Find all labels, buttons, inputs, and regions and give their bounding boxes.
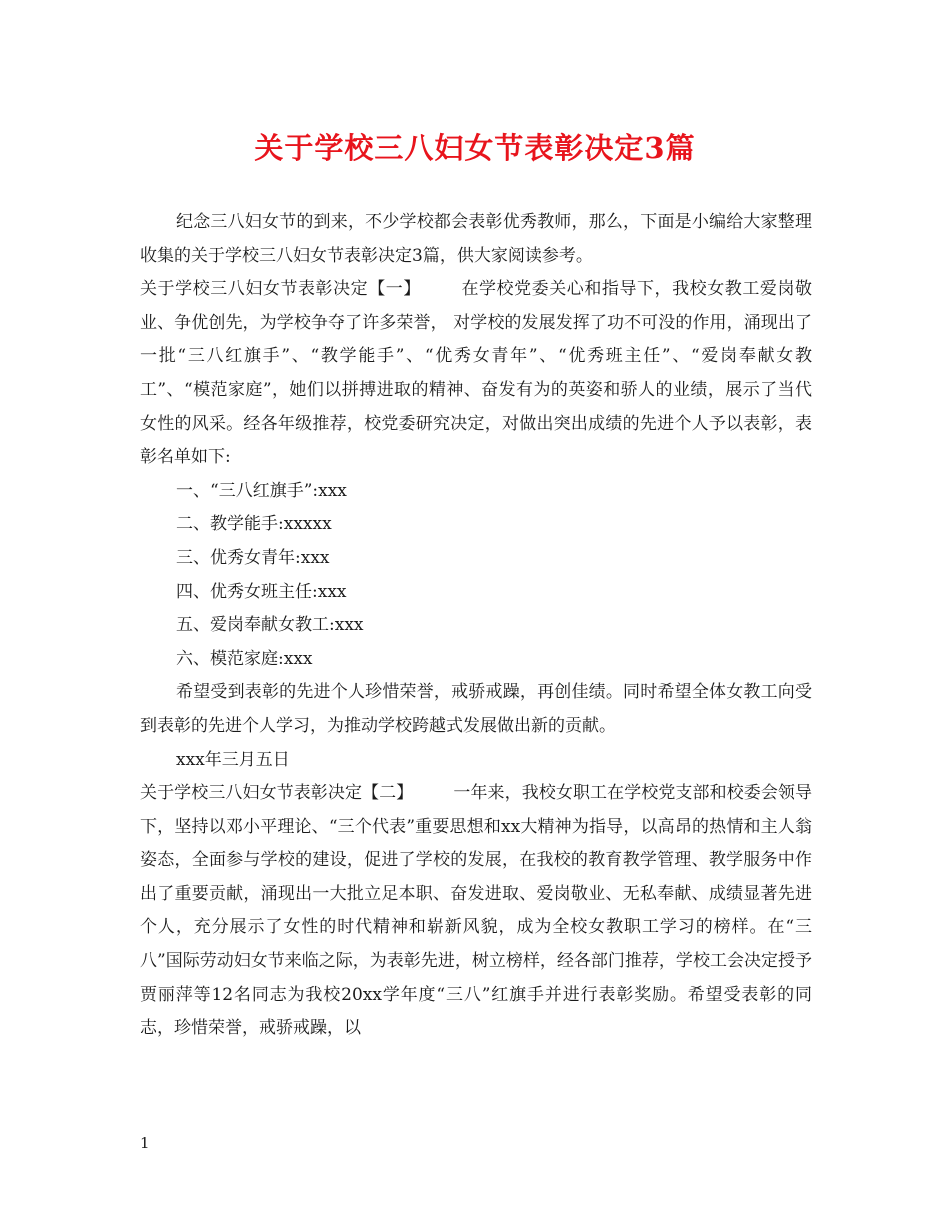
document-title: 关于学校三八妇女节表彰决定3篇 bbox=[254, 131, 696, 165]
award-list-item: 四、优秀女班主任:xxx bbox=[176, 581, 347, 602]
section-two-heading: 关于学校三八妇女节表彰决定【二】 bbox=[140, 783, 414, 804]
document-body bbox=[140, 206, 812, 1046]
section-one-body: 在学校党委关心和指导下，我校女教工爱岗敬业、争优创先，为学校争夺了许多荣誉， 对学校的发展发挥了功不可没的作用，涌现出了一批“三八红旗手”、“教学能手”、“优秀女青年”、“优秀班主任”、“爱岗奉献女教工”、“模范家庭”，她们以拼搏进取的精神、奋发有为的英姿和骄人的业绩，展示了当代女性的风采。经各年级推荐，校党委研究决定，对做出突出成绩的先进个人予以表彰，表彰名单如下: bbox=[140, 279, 813, 468]
intro-paragraph: 纪念三八妇女节的到来，不少学校都会表彰优秀教师，那么，下面是小编给大家整理收集的关于学校三八妇女节表彰决定3篇，供大家阅读参考。 bbox=[140, 212, 812, 266]
section-one-heading: 关于学校三八妇女节表彰决定【一】 bbox=[140, 279, 421, 300]
section-two-paragraph bbox=[140, 777, 812, 1046]
award-list-item: 一、“三八红旗手”:xxx bbox=[176, 480, 347, 501]
award-list-item: 三、优秀女青年:xxx bbox=[176, 547, 330, 568]
award-list-item: 六、模范家庭:xxx bbox=[176, 648, 313, 669]
award-list-item: 二、教学能手:xxxxx bbox=[176, 514, 332, 535]
section-one-date: xxx年三月五日 bbox=[176, 749, 290, 770]
section-one-closing: 希望受到表彰的先进个人珍惜荣誉，戒骄戒躁，再创佳绩。同时希望全体女教工向受到表彰的先进个人学习，为推动学校跨越式发展做出新的贡献。 bbox=[140, 682, 812, 736]
page-number: 1 bbox=[140, 1134, 150, 1152]
section-one-paragraph bbox=[140, 273, 812, 475]
section-two-body: 一年来，我校女职工在学校党支部和校委会领导下，坚持以邓小平理论、“三个代表”重要思想和xx大精神为指导，以高昂的热情和主人翁姿态，全面参与学校的建设，促进了学校的发展，在我校的教育教学管理、教学服务中作出了重要贡献，涌现出一大批立足本职、奋发进取、爱岗敬业、无私奉献、成绩显著先进个人，充分展示了女性的时代精神和崭新风貌，成为全校女教职工学习的榜样。在“三八”国际劳动妇女节来临之际，为表彰先进，树立榜样，经各部门推荐，学校工会决定授予贾丽萍等12名同志为我校20xx学年度“三八”红旗手并进行表彰奖励。希望受表彰的同志，珍惜荣誉，戒骄戒躁，以 bbox=[140, 783, 812, 1039]
award-list-item: 五、爱岗奉献女教工:xxx bbox=[176, 615, 364, 636]
